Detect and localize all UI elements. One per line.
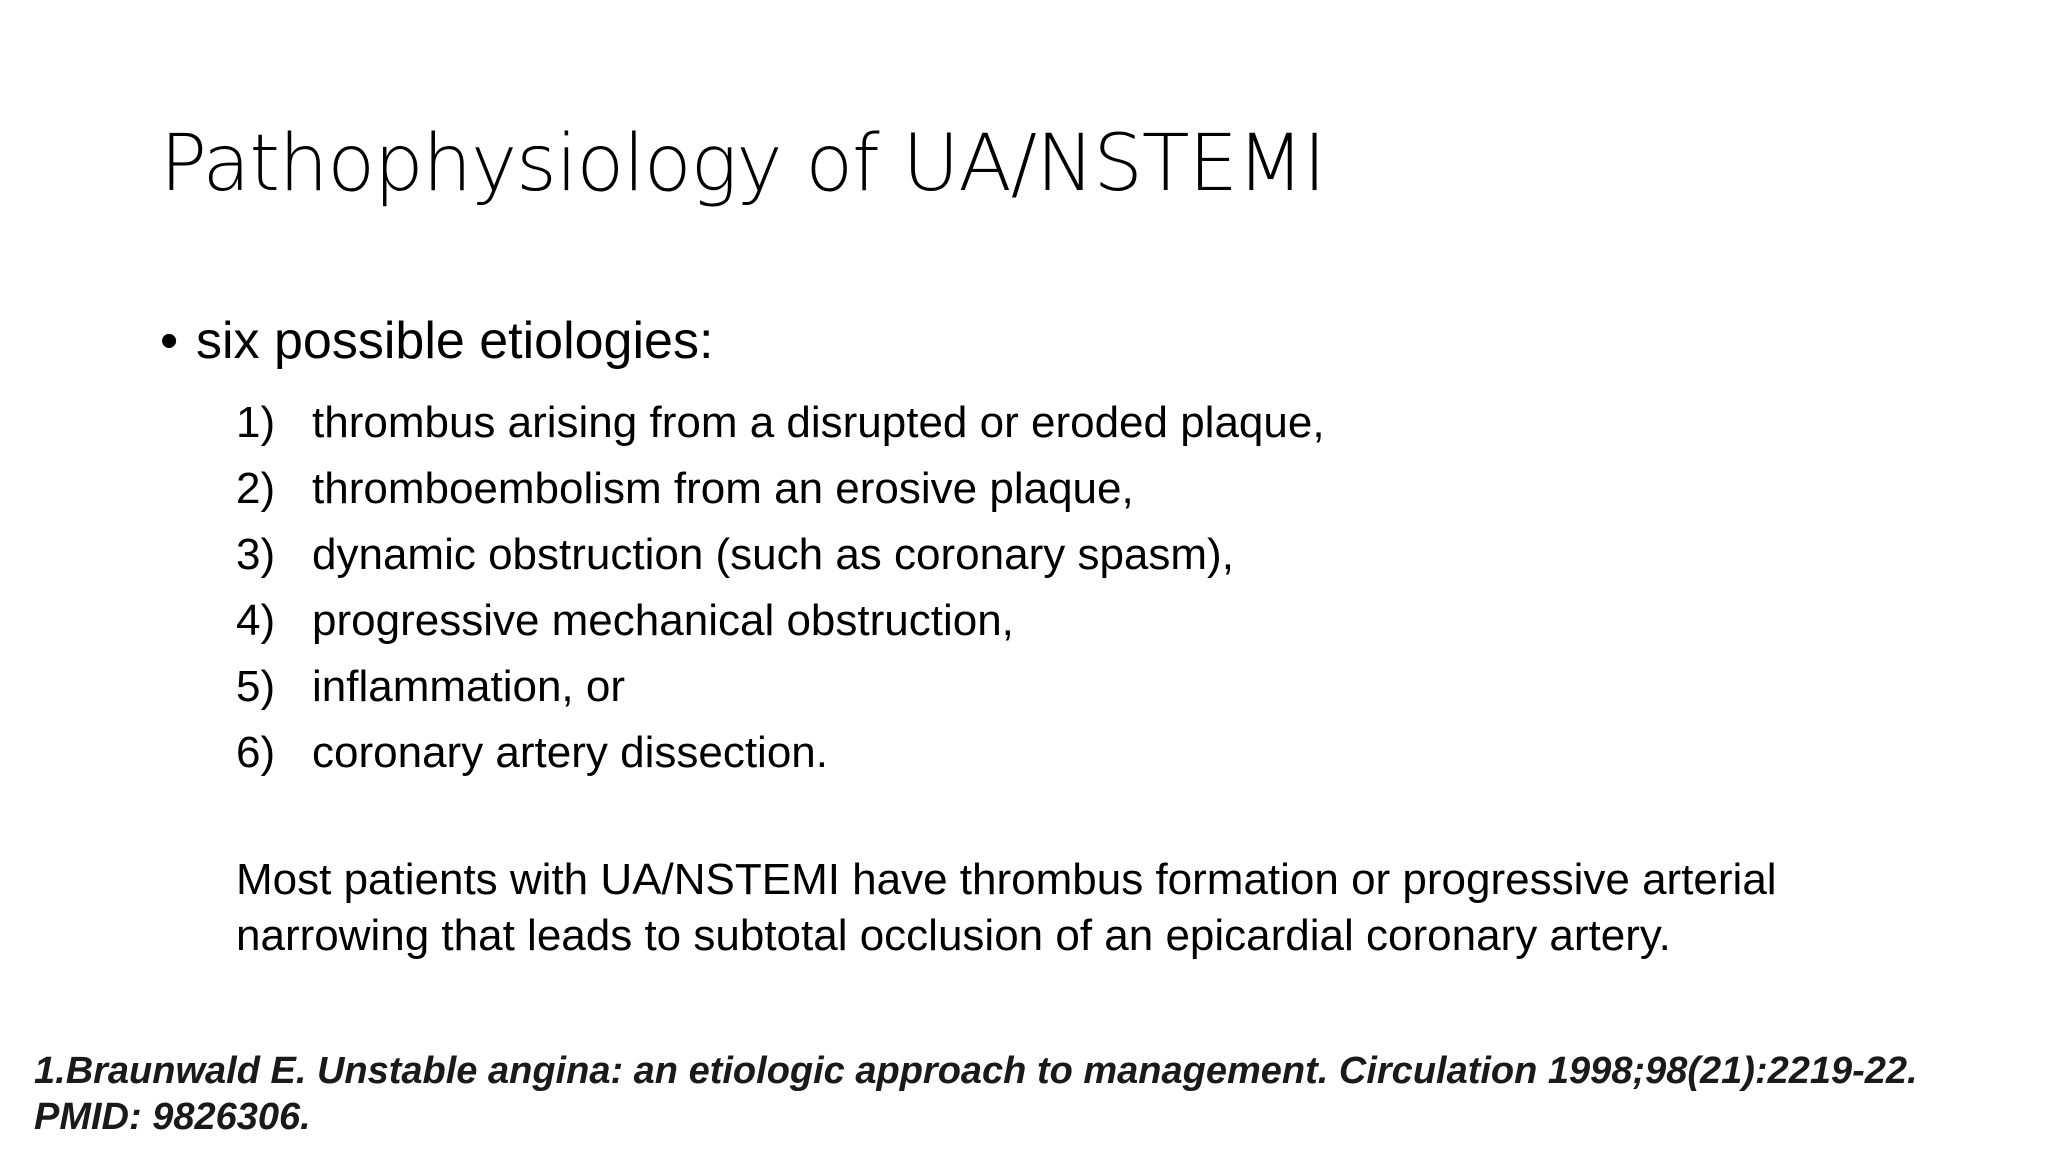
list-item-number: 5) <box>236 662 276 711</box>
list-item-number: 2) <box>236 464 276 513</box>
list-item <box>236 654 1325 720</box>
bullet-item <box>160 310 713 372</box>
list-item-text: progressive mechanical obstruction, <box>312 596 1014 645</box>
list-item-number: 3) <box>236 530 276 579</box>
list-item <box>236 588 1325 654</box>
list-item-number: 1) <box>236 398 276 447</box>
summary-paragraph: Most patients with UA/NSTEMI have thrombus formation or progressive arterial narrowing that leads to subtotal occlusion of an epicardial coronary artery. <box>236 855 1777 960</box>
list-item-number: 4) <box>236 596 276 645</box>
citation <box>34 1048 2024 1140</box>
slide-title: Pathophysiology of UA/NSTEMI <box>160 119 1326 209</box>
bullet-text: six possible etiologies: <box>196 312 714 370</box>
list-item-text: thromboembolism from an erosive plaque, <box>312 464 1134 513</box>
list-item <box>236 522 1325 588</box>
list-item-text: dynamic obstruction (such as coronary spasm), <box>312 530 1234 579</box>
list-item-text: thrombus arising from a disrupted or eroded plaque, <box>312 398 1325 447</box>
bullet-marker: • <box>160 312 179 370</box>
list-item <box>236 720 1325 786</box>
list-item <box>236 456 1325 522</box>
list-item-number: 6) <box>236 728 276 777</box>
list-item <box>236 390 1325 456</box>
citation-line-2: PMID: 9826306. <box>34 1096 311 1138</box>
list-item-text: inflammation, or <box>312 662 626 711</box>
citation-line-1: 1.Braunwald E. Unstable angina: an etiologic approach to management. Circulation 1998;98(21):2219-22. <box>34 1050 1918 1092</box>
list-item-text: coronary artery dissection. <box>312 728 828 777</box>
etiology-list <box>236 390 1325 786</box>
